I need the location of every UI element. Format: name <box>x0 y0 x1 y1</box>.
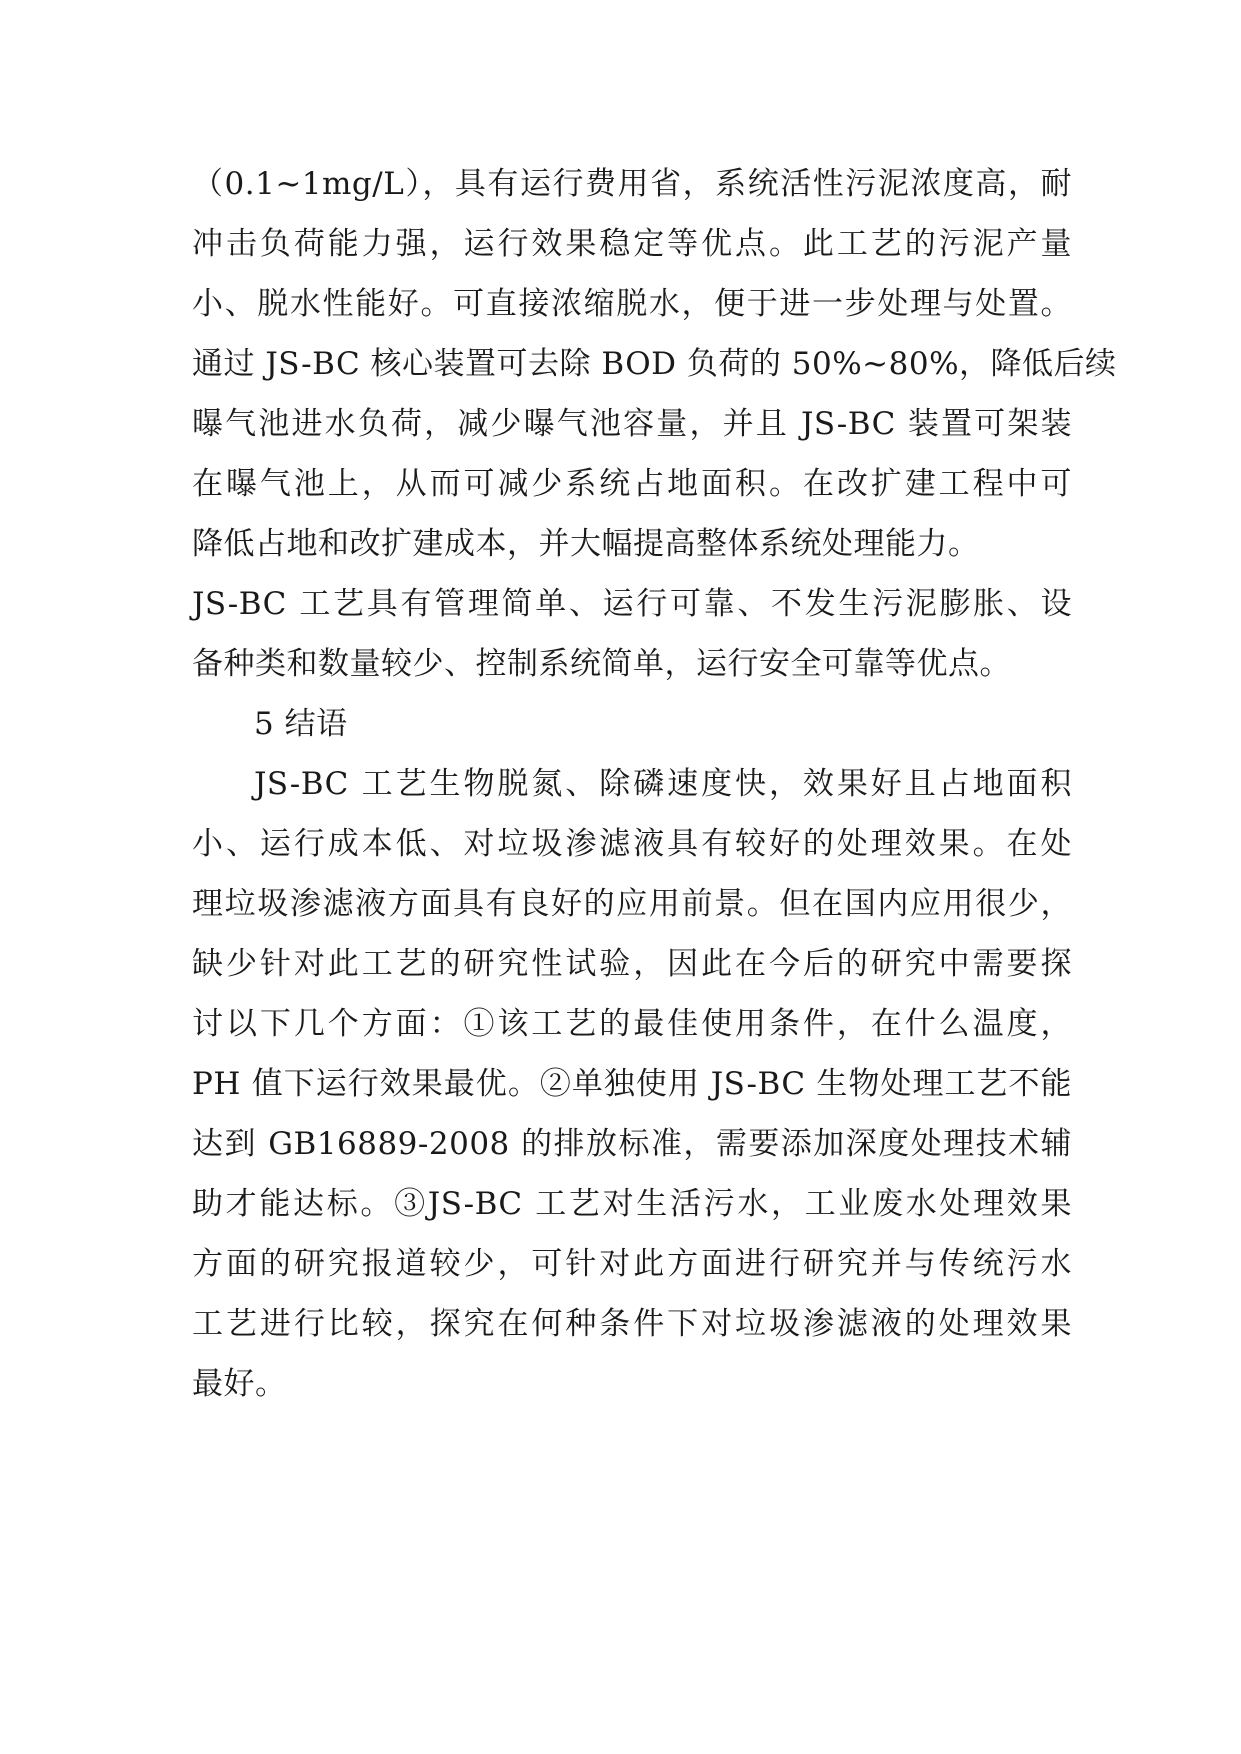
text-line: 小、脱水性能好。可直接浓缩脱水，便于进一步处理与处置。 <box>192 286 1072 322</box>
text-line: 最好。 <box>192 1366 287 1402</box>
text-line: 讨以下几个方面：①该工艺的最佳使用条件，在什么温度， <box>192 1006 1072 1042</box>
text-line: PH 值下运行效果最优。②单独使用 JS-BC 生物处理工艺不能 <box>192 1066 1072 1102</box>
text-line: 理垃圾渗滤液方面具有良好的应用前景。但在国内应用很少， <box>192 886 1072 922</box>
text-line: 助才能达标。③JS-BC 工艺对生活污水，工业废水处理效果 <box>192 1186 1072 1222</box>
text-line: 达到 GB16889-2008 的排放标准，需要添加深度处理技术辅 <box>192 1126 1072 1162</box>
text-line: 缺少针对此工艺的研究性试验，因此在今后的研究中需要探 <box>192 946 1072 982</box>
text-line: （0.1~1mg/L），具有运行费用省，系统活性污泥浓度高，耐 <box>192 166 1072 202</box>
text-line: 备种类和数量较少、控制系统简单，运行安全可靠等优点。 <box>192 646 1011 682</box>
text-line: JS-BC 工艺具有管理简单、运行可靠、不发生污泥膨胀、设 <box>192 586 1072 622</box>
text-line: 降低占地和改扩建成本，并大幅提高整体系统处理能力。 <box>192 526 980 562</box>
text-line: 方面的研究报道较少，可针对此方面进行研究并与传统污水 <box>192 1246 1072 1282</box>
body-text <box>192 154 1117 1414</box>
text-line: 工艺进行比较，探究在何种条件下对垃圾渗滤液的处理效果 <box>192 1306 1072 1342</box>
text-line: 冲击负荷能力强，运行效果稳定等优点。此工艺的污泥产量 <box>192 226 1072 262</box>
section-heading: 5 结语 <box>254 706 348 742</box>
text-line: 通过 JS-BC 核心装置可去除 BOD 负荷的 50%~80%，降低后续 <box>192 346 1117 382</box>
text-line: 在曝气池上，从而可减少系统占地面积。在改扩建工程中可 <box>192 466 1072 502</box>
text-line: JS-BC 工艺生物脱氮、除磷速度快，效果好且占地面积 <box>254 766 1072 802</box>
paragraph-continuation <box>192 154 1117 694</box>
text-line: 曝气池进水负荷，减少曝气池容量，并且 JS-BC 装置可架装 <box>192 406 1072 442</box>
conclusion-paragraph <box>192 754 1072 1414</box>
text-line: 小、运行成本低、对垃圾渗滤液具有较好的处理效果。在处 <box>192 826 1072 862</box>
